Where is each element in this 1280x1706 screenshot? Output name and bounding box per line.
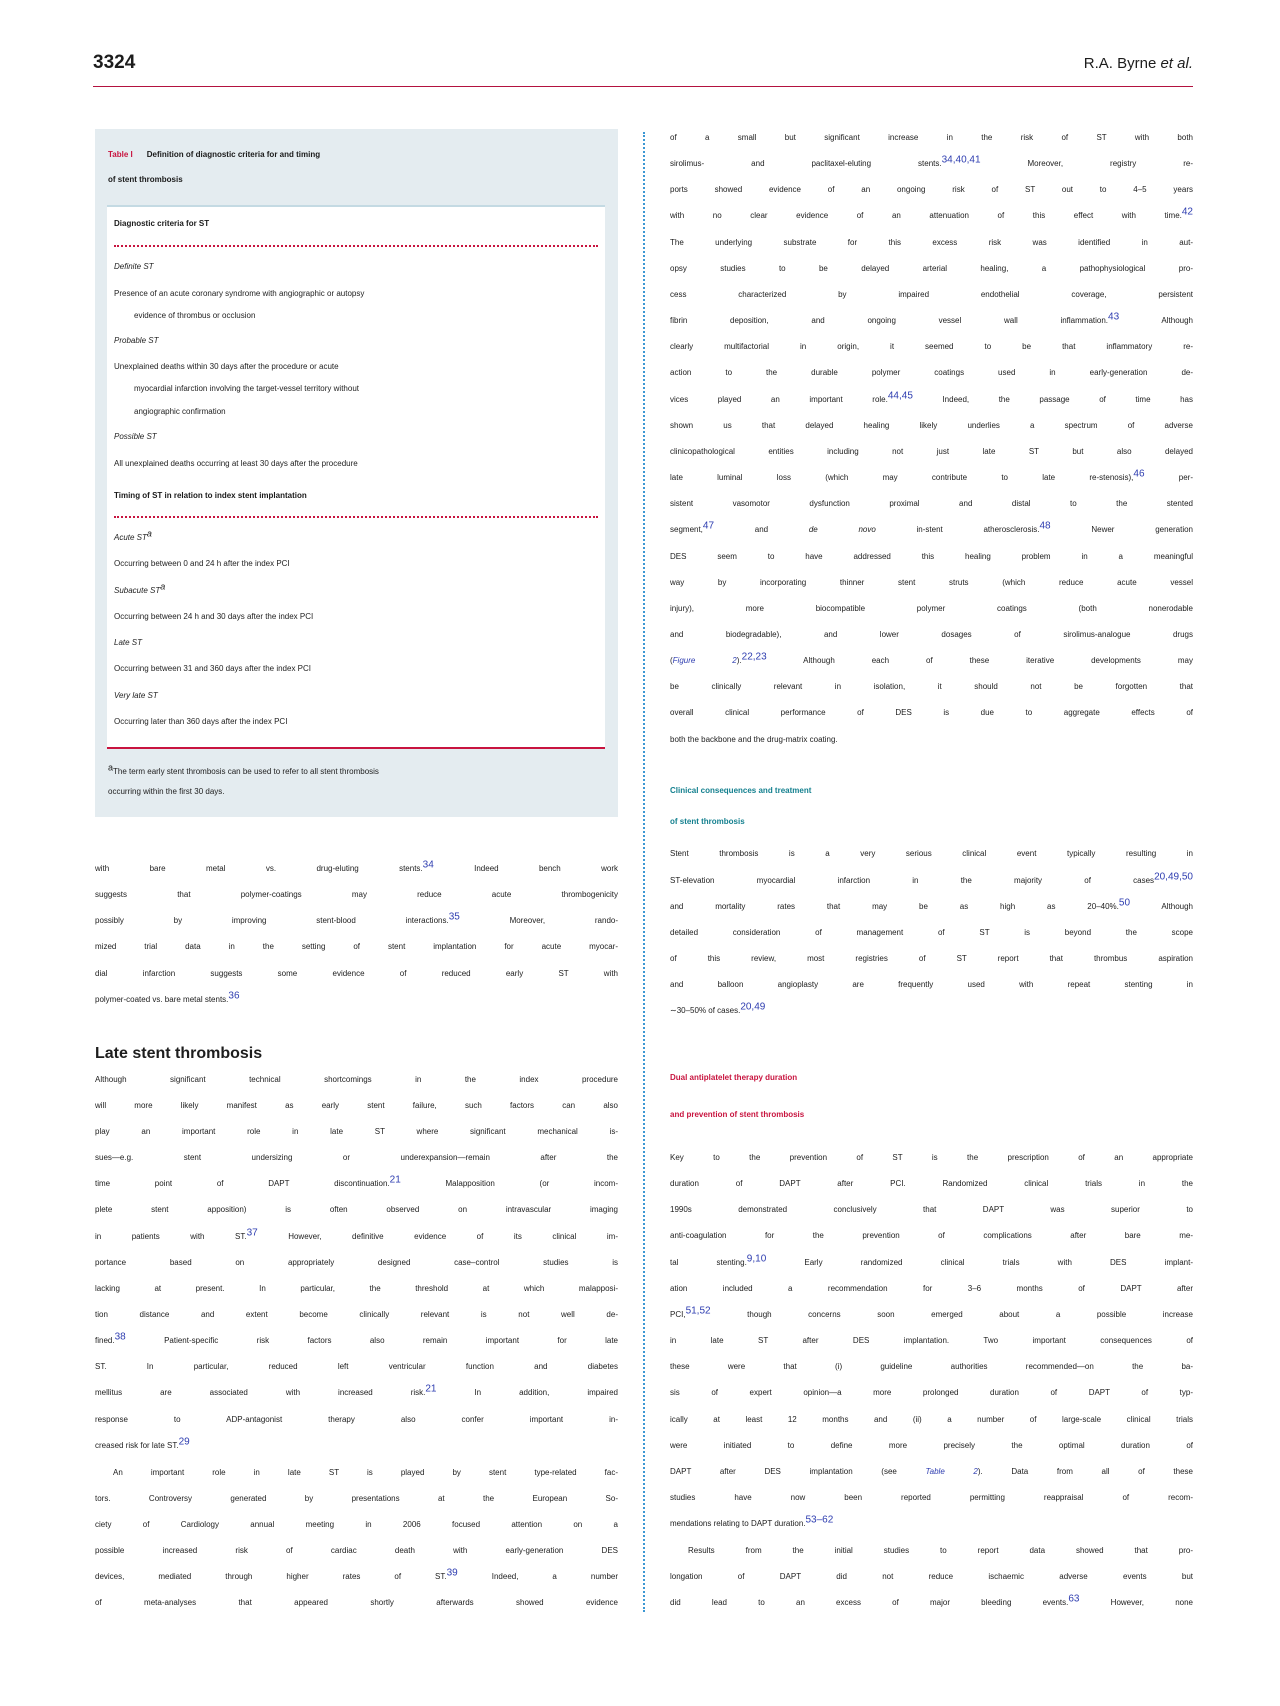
- text-run: sistent vasomotor dysfunction proximal and distal to the stented: [670, 499, 1193, 509]
- text-line: [95, 1460, 618, 1486]
- text-line: [95, 1407, 618, 1433]
- citation-ref[interactable]: 35: [448, 911, 460, 923]
- text-run: An important role in late ST is played by stent type-related fac-: [113, 1467, 618, 1477]
- text-line: [95, 1590, 618, 1616]
- text-line: [670, 282, 1193, 308]
- text-run: devices, mediated through higher rates of ST.: [95, 1572, 447, 1582]
- text-run: Indeed, a number: [457, 1572, 619, 1582]
- cross-reference-link[interactable]: Figure 2: [672, 656, 737, 666]
- text-line: [670, 570, 1193, 596]
- text-run: DES seem to have addressed this healing problem in a meaningful: [670, 551, 1193, 561]
- text-line: [95, 1197, 618, 1223]
- paragraph: [670, 1538, 1193, 1616]
- citation-ref[interactable]: 34,40,41: [941, 154, 981, 166]
- text-run: late luminal loss (which may contribute to late re-stenosis),: [670, 473, 1134, 483]
- citation-ref[interactable]: 63: [1068, 1593, 1080, 1605]
- text-run: and: [714, 525, 809, 535]
- citation-ref[interactable]: 47: [702, 520, 715, 532]
- text-run: creased risk for late ST.: [95, 1440, 179, 1450]
- text-run: Moreover, rando-: [459, 916, 618, 926]
- text-run: opsy studies to be delayed arterial healing, a pathophysiological pro-: [670, 263, 1193, 273]
- table-row-text: Occurring later than 360 days after the index PCI: [114, 717, 288, 726]
- table-row-text: evidence of thrombus or occlusion: [134, 311, 256, 320]
- table-row-text: myocardial infarction involving the target-vessel territory without: [134, 384, 359, 393]
- row-label-text: Acute ST: [114, 533, 147, 542]
- text-line: [95, 1250, 618, 1276]
- text-run: though concerns soon emerged about a possible increase: [710, 1309, 1193, 1319]
- footnote-marker: a: [160, 581, 166, 592]
- paragraph: [670, 125, 1193, 753]
- table-title-text: Definition of diagnostic criteria for and timing: [146, 150, 321, 159]
- text-line: [670, 465, 1193, 491]
- text-run: and biodegradable), and lower dosages of sirolimus-analogue drugs: [670, 629, 1193, 639]
- table-dotted-rule: [114, 516, 598, 518]
- citation-ref[interactable]: 44,45: [887, 389, 913, 401]
- text-line: [670, 998, 1193, 1024]
- author-name: R.A. Byrne: [1083, 55, 1157, 72]
- citation-ref[interactable]: 37: [246, 1226, 258, 1238]
- table-footnote: occurring within the first 30 days.: [108, 787, 225, 796]
- text-run: plete stent apposition) is often observed on intravascular imaging: [95, 1205, 618, 1215]
- text-line: [670, 517, 1193, 543]
- text-run: longation of DAPT did not reduce ischaemic adverse events but: [670, 1572, 1193, 1582]
- text-run: Stent thrombosis is a very serious clinical event typically resulting in: [670, 849, 1193, 859]
- text-run: tion distance and extent become clinically relevant is not well de-: [95, 1310, 618, 1319]
- section-heading: Late stent thrombosis: [95, 1045, 263, 1062]
- text-run: fined.: [95, 1336, 115, 1346]
- text-run: suggests that polymer-coatings may reduce acute thrombogenicity: [95, 890, 618, 900]
- page-number: 3324: [93, 52, 136, 73]
- text-run: ically at least 12 months and (ii) a number of large-scale clinical trials: [670, 1414, 1193, 1424]
- text-line: [670, 1590, 1193, 1616]
- text-run: fibrin deposition, and ongoing vessel wall inflammation.: [670, 316, 1109, 326]
- text-line: [670, 727, 1193, 753]
- text-line: [95, 1067, 618, 1093]
- citation-ref[interactable]: 48: [1039, 520, 1051, 532]
- text-line: [670, 413, 1193, 439]
- citation-ref[interactable]: 21: [425, 1383, 437, 1395]
- table-row-text: Unexplained deaths within 30 days after the procedure or acute: [114, 362, 339, 371]
- text-run: cess characterized by impaired endothelial coverage, persistent: [670, 289, 1193, 299]
- text-run: Early randomized clinical trials with DES implant-: [766, 1257, 1193, 1267]
- citation-ref[interactable]: 43: [1108, 311, 1120, 323]
- running-head-authors: [893, 51, 1193, 77]
- text-line: [95, 856, 618, 882]
- citation-ref[interactable]: 51,52: [685, 1305, 711, 1317]
- citation-ref[interactable]: 29: [178, 1436, 190, 1448]
- text-line: [95, 961, 618, 987]
- text-line: [95, 1276, 618, 1302]
- text-line: [670, 203, 1193, 229]
- text-run: ). Data from all of these: [977, 1466, 1193, 1476]
- text-run: ST. In particular, reduced left ventricular function and diabetes: [95, 1362, 618, 1372]
- text-line: [670, 1302, 1193, 1328]
- text-line: [670, 1145, 1193, 1171]
- text-run: ∼30–50% of cases.: [670, 1006, 741, 1016]
- citation-ref[interactable]: 46: [1133, 468, 1145, 480]
- text-run: polymer-coated vs. bare metal stents.: [95, 994, 229, 1004]
- text-line: [670, 1380, 1193, 1406]
- citation-ref[interactable]: 34: [422, 859, 434, 871]
- paragraph: [95, 856, 618, 1013]
- text-line: [670, 1485, 1193, 1511]
- text-run: DAPT after DES implantation (see: [670, 1466, 926, 1476]
- text-run: sirolimus- and paclitaxel-eluting stents.: [670, 159, 942, 169]
- text-run: did lead to an excess of major bleeding events.: [670, 1598, 1069, 1608]
- text-run: with no clear evidence of an attenuation of this effect with time.: [670, 211, 1182, 221]
- text-run: tal stenting.: [670, 1257, 747, 1267]
- text-line: [670, 920, 1193, 946]
- text-line: [670, 334, 1193, 360]
- paragraph: [95, 1460, 618, 1617]
- text-line: [95, 1224, 618, 1250]
- table-row-label: Probable ST: [114, 336, 159, 345]
- text-line: [95, 1486, 618, 1512]
- text-run: will more likely manifest as early stent failure, such factors can also: [95, 1100, 618, 1110]
- text-line: [95, 1538, 618, 1564]
- paragraph: [95, 1067, 618, 1459]
- text-line: [670, 1511, 1193, 1537]
- text-line: [95, 1119, 618, 1145]
- citation-ref[interactable]: 39: [446, 1567, 458, 1579]
- text-run: Although: [1130, 901, 1193, 911]
- footnote-marker: a: [108, 762, 114, 773]
- cross-reference-link[interactable]: Table 2: [925, 1466, 978, 1476]
- text-line: [670, 491, 1193, 517]
- text-run: possible increased risk of cardiac death with early-generation DES: [95, 1546, 618, 1556]
- table-row-text: Occurring between 24 h and 30 days after the index PCI: [114, 612, 314, 621]
- text-line: [670, 1538, 1193, 1564]
- text-line: [670, 868, 1193, 894]
- text-run: possibly by improving stent-blood interactions.: [95, 916, 449, 926]
- header-rule: [93, 86, 1193, 87]
- text-line: [670, 700, 1193, 726]
- text-line: [670, 125, 1193, 151]
- text-run: Malapposition (or incom-: [400, 1179, 619, 1189]
- text-run: segment,: [670, 525, 703, 535]
- text-run: per-: [1144, 473, 1193, 483]
- table-row-text: Occurring between 0 and 24 h after the index PCI: [114, 559, 290, 568]
- table-row-text: All unexplained deaths occurring at least 30 days after the procedure: [114, 459, 358, 468]
- citation-ref[interactable]: 21: [389, 1174, 401, 1186]
- citation-ref[interactable]: 9,10: [746, 1252, 767, 1264]
- citation-ref[interactable]: 42: [1181, 206, 1193, 218]
- table-section-heading: Timing of ST in relation to index stent implantation: [114, 491, 307, 500]
- text-run: ST-elevation myocardial infarction in the majority of cases: [670, 875, 1155, 885]
- text-line: [670, 177, 1193, 203]
- section-heading: Clinical consequences and treatment: [670, 786, 812, 795]
- citation-ref[interactable]: 38: [114, 1331, 126, 1343]
- text-line: [670, 1197, 1193, 1223]
- text-run: clinicopathological entities including not just late ST but also delayed: [670, 446, 1193, 456]
- text-line: [670, 1276, 1193, 1302]
- text-run: and mortality rates that may be as high as 20–40%.: [670, 901, 1119, 911]
- text-run: studies have now been reported permitting reappraisal of recom-: [670, 1493, 1193, 1503]
- text-run: in patients with ST.: [95, 1231, 247, 1241]
- text-run: ).: [736, 656, 742, 666]
- text-line: [670, 596, 1193, 622]
- paragraph: [670, 841, 1193, 1024]
- italic-term: de novo: [808, 525, 876, 535]
- text-line: [670, 648, 1193, 674]
- text-line: [95, 1433, 618, 1459]
- text-run: Newer generation: [1050, 525, 1193, 535]
- text-line: [95, 1328, 618, 1354]
- text-run: were initiated to define more precisely the optimal duration of: [670, 1440, 1193, 1450]
- text-line: [670, 151, 1193, 177]
- text-run: Moreover, registry re-: [980, 159, 1193, 169]
- text-line: [670, 972, 1193, 998]
- text-line: [95, 1512, 618, 1538]
- table-dotted-rule: [114, 245, 598, 247]
- citation-ref[interactable]: 20,49,50: [1154, 870, 1193, 882]
- text-run: of meta-analyses that appeared shortly afterwards showed evidence: [95, 1598, 618, 1608]
- text-run: lacking at present. In particular, the threshold at which malapposi-: [95, 1283, 618, 1293]
- citation-ref[interactable]: 22,23: [741, 651, 767, 663]
- text-line: [95, 934, 618, 960]
- text-run: of a small but significant increase in the risk of ST with both: [670, 133, 1193, 142]
- text-run: vices played an important role.: [670, 394, 888, 404]
- text-run: In addition, impaired: [436, 1388, 618, 1398]
- text-run: injury), more biocompatible polymer coatings (both nonerodable: [670, 603, 1193, 613]
- table-footnote: [108, 762, 588, 782]
- row-label-text: Subacute ST: [114, 586, 161, 595]
- text-run: sis of expert opinion—a more prolonged duration of DAPT of typ-: [670, 1388, 1193, 1398]
- text-run: response to ADP-antagonist therapy also confer important in-: [95, 1414, 618, 1424]
- table-row-label: Definite ST: [114, 262, 154, 271]
- text-run: of this review, most registries of ST report that thrombus aspiration: [670, 954, 1193, 964]
- text-run: (: [670, 656, 673, 666]
- text-run: ports showed evidence of an ongoing risk of ST out to 4–5 years: [670, 185, 1193, 195]
- text-line: [670, 1171, 1193, 1197]
- text-run: However, none: [1079, 1598, 1193, 1608]
- text-line: [670, 946, 1193, 972]
- text-run: mendations relating to DAPT duration.: [670, 1519, 806, 1529]
- text-run: action to the durable polymer coatings used in early-generation de-: [670, 368, 1193, 378]
- text-run: both the backbone and the drug-matrix coating.: [670, 734, 838, 744]
- text-run: The underlying substrate for this excess risk was identified in aut-: [670, 237, 1193, 247]
- table-row-text: Occurring between 31 and 360 days after the index PCI: [114, 664, 312, 673]
- text-line: [95, 1302, 618, 1328]
- text-run: PCI,: [670, 1309, 686, 1319]
- text-line: [670, 360, 1193, 386]
- text-line: [95, 1380, 618, 1406]
- text-line: [670, 1459, 1193, 1485]
- table-row-label: Possible ST: [114, 432, 157, 441]
- text-line: [670, 1564, 1193, 1590]
- text-run: Although significant technical shortcomings in the index procedure: [95, 1074, 618, 1084]
- text-line: [670, 1433, 1193, 1459]
- text-run: Indeed bench work: [433, 864, 618, 873]
- text-run: time point of DAPT discontinuation.: [95, 1179, 390, 1189]
- text-run: tors. Controversy generated by presentations at the European So-: [95, 1493, 618, 1503]
- table-row-text: angiographic confirmation: [134, 407, 226, 416]
- text-run: play an important role in late ST where significant mechanical is-: [95, 1126, 618, 1136]
- text-run: mellitus are associated with increased risk.: [95, 1388, 426, 1398]
- text-line: [670, 1354, 1193, 1380]
- citation-ref[interactable]: 53–62: [805, 1514, 834, 1526]
- citation-ref[interactable]: 50: [1118, 897, 1131, 909]
- text-run: Although each of these iterative developments may: [766, 656, 1193, 666]
- table-row-label: Late ST: [114, 638, 143, 647]
- text-line: [670, 1223, 1193, 1249]
- text-run: sues—e.g. stent undersizing or underexpansion—remain after the: [95, 1153, 618, 1163]
- text-line: [95, 908, 618, 934]
- text-run: Patient-specific risk factors also remain important for late: [125, 1336, 618, 1346]
- text-run: Results from the initial studies to report data showed that pro-: [688, 1546, 1193, 1555]
- table-row-label: Very late ST: [114, 691, 158, 700]
- text-run: mized trial data in the setting of stent implantation for acute myocar-: [95, 942, 618, 952]
- text-run: in late ST after DES implantation. Two important consequences of: [670, 1336, 1193, 1346]
- text-run: 1990s demonstrated conclusively that DAPT was superior to: [670, 1205, 1193, 1215]
- text-line: [95, 987, 618, 1013]
- text-line: [670, 256, 1193, 282]
- text-line: [670, 439, 1193, 465]
- text-run: shown us that delayed healing likely underlies a spectrum of adverse: [670, 420, 1193, 430]
- table-title: of stent thrombosis: [108, 175, 183, 184]
- text-line: [670, 622, 1193, 648]
- text-run: these were that (i) guideline authorities recommended—on the ba-: [670, 1362, 1193, 1372]
- text-line: [95, 1093, 618, 1119]
- text-run: and balloon angioplasty are frequently used with repeat stenting in: [670, 980, 1193, 990]
- text-line: [670, 1407, 1193, 1433]
- citation-ref[interactable]: 36: [228, 990, 240, 1002]
- text-run: Key to the prevention of ST is the prescription of an appropriate: [670, 1153, 1193, 1162]
- text-line: [670, 841, 1193, 867]
- footnote-text: The term early stent thrombosis can be used to refer to all stent thrombosis: [113, 767, 379, 776]
- text-line: [95, 1564, 618, 1590]
- text-line: [670, 674, 1193, 700]
- text-run: with bare metal vs. drug-eluting stents.: [95, 864, 423, 873]
- table-row-label: [114, 580, 600, 602]
- text-line: [670, 387, 1193, 413]
- table-label: Table I: [108, 150, 133, 159]
- section-heading: of stent thrombosis: [670, 817, 745, 826]
- footnote-marker: a: [146, 528, 152, 539]
- text-run: overall clinical performance of DES is due to aggregate effects of: [670, 708, 1193, 718]
- text-line: [670, 230, 1193, 256]
- text-run: way by incorporating thinner stent struts (which reduce acute vessel: [670, 577, 1193, 587]
- text-run: portance based on appropriately designed case–control studies is: [95, 1257, 618, 1267]
- text-run: Indeed, the passage of time has: [912, 394, 1194, 404]
- text-run: in-stent atherosclerosis.: [875, 525, 1040, 535]
- column-divider: [643, 132, 645, 1612]
- text-run: However, definitive evidence of its clinical im-: [257, 1231, 618, 1241]
- text-run: ation included a recommendation for 3–6 months of DAPT after: [670, 1283, 1193, 1293]
- text-run: detailed consideration of management of ST is beyond the scope: [670, 927, 1193, 937]
- text-line: [670, 894, 1193, 920]
- text-line: [95, 882, 618, 908]
- text-line: [95, 1171, 618, 1197]
- text-run: dial infarction suggests some evidence of reduced early ST with: [95, 968, 618, 978]
- text-line: [670, 308, 1193, 334]
- text-run: Although: [1119, 316, 1193, 326]
- citation-ref[interactable]: 20,49: [740, 1001, 766, 1013]
- table-title: [108, 144, 602, 166]
- text-run: ciety of Cardiology annual meeting in 2006 focused attention on a: [95, 1519, 618, 1529]
- table-section-heading: Diagnostic criteria for ST: [114, 219, 210, 228]
- table-row-label: [114, 527, 600, 549]
- et-al: et al.: [1160, 55, 1193, 72]
- text-run: duration of DAPT after PCI. Randomized clinical trials in the: [670, 1179, 1193, 1189]
- text-run: clearly multifactorial in origin, it seemed to be that inflammatory re-: [670, 342, 1193, 352]
- table-row-text: Presence of an acute coronary syndrome with angiographic or autopsy: [114, 289, 365, 298]
- text-line: [95, 1354, 618, 1380]
- text-line: [670, 544, 1193, 570]
- paragraph: [670, 1145, 1193, 1537]
- text-line: [670, 1328, 1193, 1354]
- text-line: [670, 1250, 1193, 1276]
- text-run: anti-coagulation for the prevention of complications after bare me-: [670, 1231, 1193, 1241]
- major-section-heading: and prevention of stent thrombosis: [670, 1109, 805, 1119]
- major-section-heading: Dual antiplatelet therapy duration: [670, 1073, 798, 1083]
- text-line: [95, 1145, 618, 1171]
- text-run: be clinically relevant in isolation, it should not be forgotten that: [670, 682, 1193, 692]
